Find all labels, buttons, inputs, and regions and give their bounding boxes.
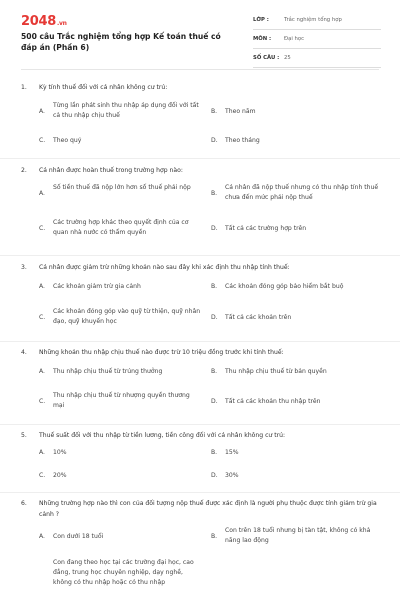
- header-divider: [21, 69, 379, 70]
- option-c[interactable]: [39, 471, 209, 483]
- option-text: Các trường hợp khác theo quyết định của cơ quan nhà nước có thẩm quyền: [53, 219, 189, 236]
- logo-main: 2048: [21, 14, 56, 29]
- site-logo[interactable]: [21, 14, 67, 29]
- question-text: Những trường hợp nào thì con của đối tượng nộp thuế được xác định là người phụ thuộc được tính giảm trừ gia cảnh ?: [39, 500, 377, 518]
- option-c[interactable]: [39, 307, 209, 329]
- meta-row-class: [253, 14, 381, 30]
- option-letter: C.: [39, 225, 46, 232]
- question-stem: [21, 425, 379, 441]
- question-options: [39, 273, 379, 339]
- question-stem: [21, 159, 379, 176]
- option-d[interactable]: [211, 397, 381, 409]
- option-b[interactable]: [211, 282, 381, 294]
- option-a[interactable]: [39, 532, 209, 544]
- logo-suffix: .vn: [56, 20, 67, 27]
- option-letter: B.: [211, 190, 218, 197]
- question-number: 3.: [21, 264, 27, 271]
- option-text: Số tiền thuế đã nộp lớn hơn số thuế phải nộp: [53, 184, 191, 191]
- option-letter: A.: [39, 368, 45, 375]
- document-title: 500 câu Trắc nghiệm tổng hợp Kế toán thuế có đáp án (Phần 6): [21, 32, 221, 52]
- option-a[interactable]: [39, 448, 209, 460]
- meta-label: LỚP :: [253, 17, 269, 23]
- question-options: [39, 358, 379, 420]
- option-letter: D.: [211, 314, 218, 321]
- option-letter: B.: [211, 108, 218, 115]
- option-letter: C.: [39, 398, 46, 405]
- question-options: [39, 176, 379, 254]
- question-2: [0, 159, 400, 256]
- option-letter: D.: [211, 472, 218, 479]
- option-b[interactable]: [211, 367, 381, 379]
- option-d[interactable]: [211, 471, 381, 483]
- question-options: [39, 93, 379, 153]
- option-text: Thu nhập chịu thuế từ bản quyền: [225, 368, 327, 375]
- option-letter: A.: [39, 533, 45, 540]
- option-text: Theo quý: [53, 137, 82, 144]
- meta-row-count: [253, 52, 381, 68]
- document-meta: [253, 14, 381, 71]
- option-d[interactable]: [211, 313, 381, 325]
- option-d[interactable]: [211, 224, 381, 236]
- option-text: Theo tháng: [225, 137, 260, 144]
- option-b[interactable]: [211, 526, 381, 548]
- option-a[interactable]: [39, 101, 209, 123]
- question-3: [0, 256, 400, 342]
- question-stem: [21, 493, 379, 520]
- option-text: Theo năm: [225, 108, 256, 115]
- option-a[interactable]: [39, 367, 209, 379]
- option-a[interactable]: [39, 183, 209, 205]
- option-text: 15%: [225, 449, 239, 456]
- meta-value: Đại học: [284, 36, 305, 42]
- question-stem: [21, 80, 379, 93]
- question-text: Những khoản thu nhập chịu thuế nào được trừ 10 triệu đồng trước khi tính thuế:: [39, 349, 284, 356]
- option-text: Tất cả các trường hợp trên: [225, 225, 307, 232]
- option-c[interactable]: [39, 136, 209, 148]
- question-text: Kỳ tính thuế đối với cá nhân không cư trú:: [39, 84, 168, 91]
- question-number: 2.: [21, 167, 27, 174]
- question-6: [0, 493, 400, 603]
- option-letter: A.: [39, 108, 45, 115]
- option-letter: C.: [39, 137, 46, 144]
- option-text: Thu nhập chịu thuế từ nhượng quyền thương mại: [53, 392, 190, 409]
- option-letter: A.: [39, 190, 45, 197]
- option-text: Con trên 18 tuổi nhưng bị tàn tật, không có khả năng lao động: [225, 527, 371, 544]
- option-text: Các khoản đóng góp vào quỹ từ thiện, quỹ nhân đạo, quỹ khuyến học: [53, 308, 201, 325]
- option-letter: B.: [211, 533, 218, 540]
- meta-row-subject: [253, 33, 381, 49]
- question-text: Cá nhân được giảm trừ những khoản nào sau đây khi xác định thu nhập tính thuế:: [39, 264, 290, 271]
- option-letter: D.: [211, 398, 218, 405]
- option-letter: B.: [211, 368, 218, 375]
- option-letter: A.: [39, 283, 45, 290]
- question-text: Cá nhân được hoàn thuế trong trường hợp nào:: [39, 167, 183, 174]
- option-c[interactable]: [39, 558, 209, 590]
- option-letter: C.: [39, 472, 46, 479]
- option-letter: D.: [211, 137, 218, 144]
- page-header: [0, 0, 400, 64]
- meta-value: 25: [284, 55, 291, 61]
- question-1: [0, 80, 400, 159]
- option-text: 10%: [53, 449, 67, 456]
- option-letter: C.: [39, 314, 46, 321]
- option-text: 20%: [53, 472, 67, 479]
- question-number: 1.: [21, 84, 27, 91]
- question-text: Thuế suất đối với thu nhập từ tiền lương, tiền công đối với cá nhân không cư trú:: [39, 432, 286, 439]
- question-number: 4.: [21, 349, 27, 356]
- question-number: 5.: [21, 432, 27, 439]
- meta-value: Trắc nghiệm tổng hợp: [284, 17, 342, 23]
- option-b[interactable]: [211, 448, 381, 460]
- option-text: Con đang theo học tại các trường đại học, cao đẳng, trung học chuyên nghiệp, dạy nghề, không có thu nhập hoặc có thu nhập: [53, 559, 194, 586]
- question-number: 6.: [21, 500, 27, 507]
- option-text: Từng lần phát sinh thu nhập áp dụng đối với tất cả thu nhập chịu thuế: [53, 102, 199, 119]
- meta-label: SỐ CÂU :: [253, 55, 280, 61]
- question-4: [0, 342, 400, 425]
- option-letter: A.: [39, 449, 45, 456]
- option-text: Cá nhân đã nộp thuế nhưng có thu nhập tính thuế chưa đến mức phải nộp thuế: [225, 184, 379, 201]
- option-text: Tất cả các khoản thu nhập trên: [225, 398, 321, 405]
- option-b[interactable]: [211, 107, 381, 119]
- option-letter: D.: [211, 225, 218, 232]
- option-letter: B.: [211, 449, 218, 456]
- option-c[interactable]: [39, 218, 209, 240]
- option-letter: B.: [211, 283, 218, 290]
- option-b[interactable]: [211, 183, 381, 205]
- question-5: [0, 425, 400, 493]
- question-list: [0, 80, 400, 603]
- option-text: Các khoản đóng góp bảo hiểm bắt buộ: [225, 283, 344, 290]
- question-stem: [21, 256, 379, 273]
- option-a[interactable]: [39, 282, 209, 294]
- option-text: Các khoản giảm trừ gia cảnh: [53, 283, 141, 290]
- option-text: Con dưới 18 tuổi: [53, 533, 104, 540]
- option-text: Thu nhập chịu thuế từ trúng thưởng: [53, 368, 163, 375]
- question-options: [39, 441, 379, 489]
- option-text: 30%: [225, 472, 239, 479]
- meta-label: MÔN :: [253, 36, 272, 42]
- option-d[interactable]: [211, 136, 381, 148]
- question-options: [39, 520, 379, 602]
- question-stem: [21, 342, 379, 358]
- option-text: Tất cả các khoản trên: [225, 314, 292, 321]
- option-c[interactable]: [39, 391, 209, 413]
